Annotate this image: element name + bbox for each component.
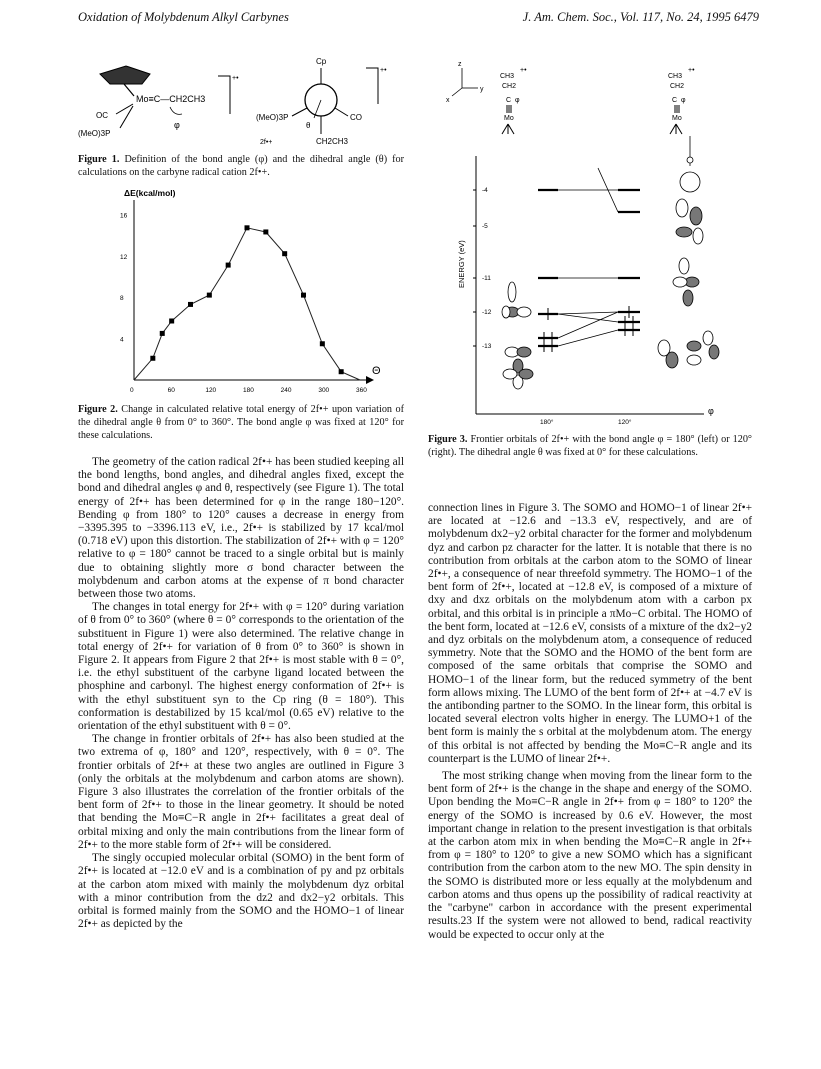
chart-x-arrow-icon bbox=[366, 376, 374, 384]
right-paragraph-1: connection lines in Figure 3. The SOMO and HOMO−1 of linear 2f•+ are located at −12.6 and −13.3 eV, respectively, and are of molybdenum dx2−y2 orbital character for the former and molybdenum dyz and carbon pz character for the latter. It is notable that there is no contribution from orbitals at the carbon atom to the SOMO of linear 2f•+, a consequence of near threefold symmetry. The HOMO−1 of the bent form of 2f•+, located at −12.8 eV, is composed of a mixture of dxy and dxz orbitals on the molybdenum atom with a carbon px orbital, and this orbital is in principle a πMo−C orbital. The HOMO of the bent form, located at −12.6 eV, consists of a mixture of the dx2−y2 and dyz orbitals on the molybdenum atom, a consequence of reduced symmetry. Note that the SOMO and the HOMO of the bent form are composed of the same orbitals that comprise the SOMO and HOMO−1 of the linear form, but the reduced symmetry of the bent form allows mixing. The LUMO of the bent form of 2f•+ at −4.7 eV is the antibonding partner to the SOMO. In the linear form, this orbital is located several electron volts higher in energy. The LUMO+1 of the bent form is mainly the s orbital at the molybdenum atom. The energy of this orbital is not affected by bending the Mo≡C−R angle and its counterpart is the LUMO of linear 2f•+. bbox=[428, 502, 752, 765]
chart-data-point bbox=[150, 356, 155, 361]
cp-ring-icon bbox=[100, 66, 150, 84]
svg-text:CH3: CH3 bbox=[668, 73, 683, 80]
ch2ch3-label: CH2CH3 bbox=[316, 137, 349, 146]
svg-text:Mo: Mo bbox=[504, 115, 514, 122]
svg-text:CH3: CH3 bbox=[500, 73, 515, 80]
meo3p-label: (MeO)3P bbox=[78, 129, 111, 138]
chart-data-point bbox=[320, 341, 325, 346]
chart-xtick-label: 0 bbox=[130, 387, 134, 394]
chart-ytick-label: 8 bbox=[120, 295, 124, 303]
left-paragraph-3: The change in frontier orbitals of 2f•+ has also been studied at the two extrema of φ, 180° and 120°, respectively, with θ = 0°. The frontier orbitals of 2f•+ at these two angles are outlined in Figure 3 (only the orbitals at the molybdenum and carbon atoms are shown). Figure 3 also illustrates the correlation of the frontier orbitals of the bent form of 2f•+ to those in the linear geometry. It should be noted that bending the Mo≡C−R angle in 2f•+ facilitates a great deal of orbital mixing and only the main contributions from the linear form of 2f•+ to the more stable form of 2f•+ will be considered. bbox=[78, 733, 404, 851]
oc-label: OC bbox=[96, 111, 108, 120]
chart-xtick-label: 240 bbox=[280, 387, 292, 394]
svg-text:Mo: Mo bbox=[672, 115, 682, 122]
svg-text:CH2: CH2 bbox=[670, 83, 685, 90]
axis-y-label: y bbox=[480, 86, 484, 93]
chart-xtick-label: 300 bbox=[318, 387, 330, 394]
svg-text:120°: 120° bbox=[618, 419, 632, 426]
running-header-title: Oxidation of Molybdenum Alkyl Carbynes bbox=[78, 10, 289, 24]
svg-text:-11: -11 bbox=[482, 275, 491, 282]
meo3p-label-2: (MeO)3P bbox=[256, 113, 289, 122]
chart-ytick-label: 16 bbox=[120, 212, 128, 220]
chart-xtick-label: 120 bbox=[205, 387, 217, 394]
svg-text:-12: -12 bbox=[482, 309, 492, 316]
chart-data-point bbox=[301, 293, 306, 298]
chart-data-point bbox=[339, 369, 344, 374]
svg-text:180°: 180° bbox=[540, 419, 554, 426]
svg-text:C: C bbox=[506, 97, 512, 104]
svg-text:+•: +• bbox=[688, 67, 695, 74]
svg-text:-4: -4 bbox=[482, 187, 488, 194]
figure-1-caption: Figure 1. Definition of the bond angle (φ) and the dihedral angle (θ) for calculations on the carbyne radical cation 2f•+. bbox=[78, 154, 405, 178]
figure-1-structures bbox=[78, 52, 404, 148]
phi-label: φ bbox=[174, 120, 180, 130]
chart-ylabel: ΔE(kcal/mol) bbox=[124, 188, 176, 198]
right-column-text bbox=[428, 502, 752, 942]
left-paragraph-1: The geometry of the cation radical 2f•+ has been studied keeping all the bond lengths, bond angles, and dihedral angles fixed, except the bond and dihedral angles φ and θ, respectively (see Figure 1). The total energy of 2f•+ has been determined for φ in the range 180−120°. Bending φ from 180° to 120° causes a decrease in energy from −3395.395 to −3396.113 eV, i.e., 2f•+ is stabilized by 17 kcal/mol (0.718 eV) upon this distortion. The stabilization of 2f•+ with φ = 120° relative to φ = 180° cannot be traced to a single orbital but is mainly due to obtaining slightly more σ bond character between the molybdenum and carbon atoms at the expense of π bond character between those two atoms. bbox=[78, 456, 404, 601]
figure-2 bbox=[78, 184, 404, 442]
figure-3-caption: Figure 3. Frontier orbitals of 2f•+ with the bond angle φ = 180° (left) or 120° (right). The dihedral angle θ was fixed at 0° for these calculations. bbox=[428, 434, 752, 458]
charge-label-2: +• bbox=[380, 67, 387, 74]
molecule-bent bbox=[668, 67, 695, 134]
orbitals-linear bbox=[502, 282, 533, 389]
chart-ytick-label: 4 bbox=[120, 336, 124, 344]
chart-xlabel: Θ bbox=[372, 365, 381, 377]
correlation-lines bbox=[558, 168, 618, 346]
mo-c-label: Mo≡C—CH2CH3 bbox=[136, 94, 206, 104]
chart-data-point bbox=[169, 318, 174, 323]
axis-z-label: z bbox=[458, 61, 462, 68]
chart-data-point bbox=[245, 225, 250, 230]
svg-text:+•: +• bbox=[520, 67, 527, 74]
chart-xtick-label: 60 bbox=[167, 387, 175, 394]
levels-linear bbox=[538, 190, 558, 346]
chart-data-point bbox=[226, 263, 231, 268]
chart-ytick-label: 12 bbox=[120, 253, 128, 261]
left-paragraph-4: The singly occupied molecular orbital (SOMO) in the bent form of 2f•+ is located at −12.0 eV and is a combination of py and pz orbitals at the carbon atom mixed with mainly the molybdenum dyz orbital with a minor contribution from the dz2 and dx2−y2 orbitals. This orbital is formed mainly from the SOMO and the HOMO−1 of linear 2f•+ as depicted by the bbox=[78, 852, 404, 931]
figure-2-chart bbox=[78, 184, 404, 398]
chart-data-point bbox=[207, 293, 212, 298]
right-paragraph-2: The most striking change when moving from the linear form to the bent form of 2f•+ is the change in the shape and energy of the SOMO. Upon bending the Mo≡C−R angle in 2f•+ from φ = 180° to 120° the energy of the SOMO is increased by 0.6 eV. However, the most important change in relation to the present investigation is that orbitals at the carbon atom mix in when bending the Mo≡C−R angle in 2f•+ from φ = 180° to 120° to give a new SOMO which has a significant contribution from the carbon atom to the new MO. The spin density in the SOMO is distributed more or less equally at the molybdenum and carbon atoms and thus opens up the possibility of radical reactivity at the "carbyne" carbon in accordance with the present experimental results.23 If the system were not allowed to bend, radical reactivity would be expected to occur only at the bbox=[428, 770, 752, 941]
figure-3-diagram bbox=[428, 56, 752, 426]
chart-data-point bbox=[263, 229, 268, 234]
chart-xtick-label: 360 bbox=[356, 387, 367, 394]
energy-axis-label: ENERGY (eV) bbox=[457, 240, 466, 288]
chart-xtick-label: 180 bbox=[243, 387, 254, 394]
left-paragraph-2: The changes in total energy for 2f•+ with φ = 120° during variation of θ from 0° to 360° (where θ = 0° corresponds to the orientation of the substituent in Figure 1) were also determined. The relative change in total energy of 2f•+ for variation of θ from 0° to 360° is shown in Figure 2. It appears from Figure 2 that 2f•+ is most stable with θ = 0°, i.e. the ethyl substituent of the carbyne ligand located between the phosphine and carbonyl. The highest energy conformation of 2f•+ is with the ethyl substituent syn to the Cp ring (θ = 180°). This conformation is destabilized by 15 kcal/mol (0.65 eV) relative to the orientation of the ethyl substituent with θ = 0°. bbox=[78, 601, 404, 733]
figure-1 bbox=[78, 52, 404, 179]
phi-axis-label: φ bbox=[708, 406, 714, 416]
chart-data-point bbox=[282, 251, 287, 256]
orbitals-bent bbox=[658, 136, 719, 368]
figure-2-caption: Figure 2. Change in calculated relative total energy of 2f•+ upon variation of the dihedral angle θ from 0° to 360°. The bond angle φ was fixed at 120° for these calculations. bbox=[78, 404, 404, 441]
svg-text:-5: -5 bbox=[482, 223, 488, 230]
axis-x-label: x bbox=[446, 97, 450, 104]
phi-ticks bbox=[540, 418, 632, 426]
cp-label: Cp bbox=[316, 57, 327, 66]
chart-curve bbox=[134, 228, 360, 380]
svg-text:-13: -13 bbox=[482, 343, 492, 350]
molecule-linear bbox=[500, 67, 527, 134]
svg-text:C: C bbox=[672, 97, 678, 104]
figure-3 bbox=[428, 56, 752, 459]
running-header-citation: J. Am. Chem. Soc., Vol. 117, No. 24, 1995 6479 bbox=[522, 10, 759, 24]
compound-label: 2f•+ bbox=[260, 139, 273, 146]
chart-data-point bbox=[188, 302, 193, 307]
svg-text:CH2: CH2 bbox=[502, 83, 517, 90]
chart-data-point bbox=[160, 331, 165, 336]
left-column-text bbox=[78, 456, 404, 931]
theta-label: θ bbox=[306, 121, 311, 130]
co-label: CO bbox=[350, 113, 362, 122]
svg-text:φ: φ bbox=[515, 97, 520, 104]
charge-label-1: +• bbox=[232, 75, 239, 82]
svg-text:φ: φ bbox=[681, 97, 686, 104]
